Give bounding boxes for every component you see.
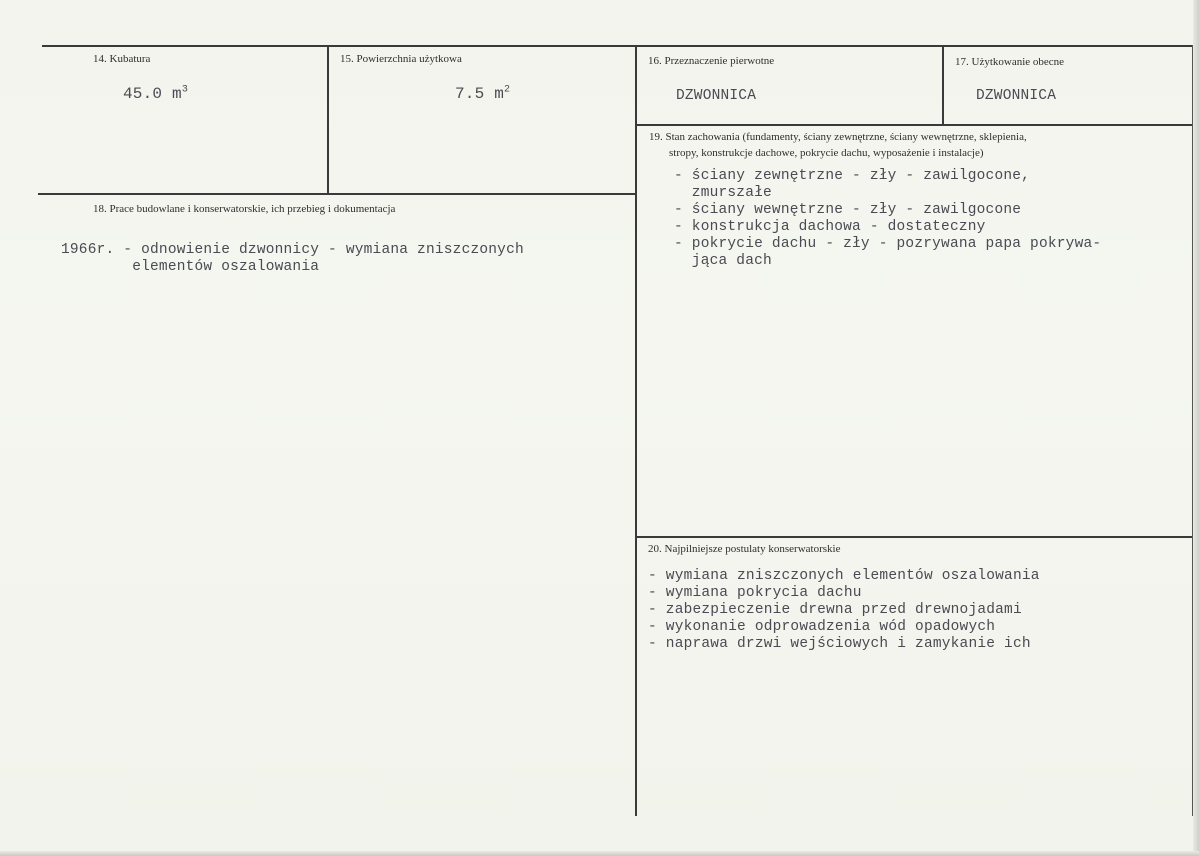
rule-above-20 (637, 536, 1194, 538)
field-16-value: DZWONNICA (676, 88, 757, 104)
divider-14-15 (327, 45, 329, 194)
field-20-line: - wymiana zniszczonych elementów oszalowania (648, 568, 1040, 584)
scan-edge-bottom (0, 851, 1199, 856)
field-20-line: - wykonanie odprowadzenia wód opadowych (648, 619, 996, 635)
field-20-entries (648, 568, 1040, 653)
rule-under-14-15 (38, 193, 636, 195)
divider-center (635, 45, 637, 816)
field-20-label: 20. Najpilniejsze postulaty konserwatorskie (648, 543, 841, 555)
field-19-label: 19. Stan zachowania (fundamenty, ściany zewnętrzne, ściany wewnętrzne, sklepienia, (649, 131, 1027, 143)
rule-under-16-17 (637, 124, 1194, 126)
field-15-number: 7.5 m (455, 85, 505, 103)
field-18-label: 18. Prace budowlane i konserwatorskie, ich przebieg i dokumentacja (93, 203, 396, 215)
field-19-line: - konstrukcja dachowa - dostateczny (674, 219, 986, 235)
field-15-value (455, 86, 510, 103)
field-18-line: elementów oszalowania (61, 259, 320, 275)
field-18-line: 1966r. - odnowienie dzwonnicy - wymiana zniszczonych (61, 242, 524, 258)
field-20-line: - naprawa drzwi wejściowych i zamykanie ich (648, 636, 1031, 652)
field-18-entries (61, 242, 524, 276)
top-rule (42, 45, 1194, 47)
field-19-label-continued: stropy, konstrukcje dachowe, pokrycie dachu, wyposażenie i instalacje) (669, 147, 984, 159)
field-15-exponent: 2 (504, 84, 511, 96)
field-14-exponent: 3 (181, 84, 189, 96)
field-19-line: - ściany zewnętrzne - zły - zawilgocone, (674, 168, 1031, 184)
field-15-label: 15. Powierzchnia użytkowa (340, 53, 462, 65)
field-16-label: 16. Przeznaczenie pierwotne (648, 55, 775, 67)
field-19-line: - pokrycie dachu - zły - pozrywana papa pokrywa- (674, 236, 1102, 252)
field-14-number: 45.0 m (123, 85, 182, 103)
scan-edge-right (1193, 0, 1199, 856)
field-20-line: - zabezpieczenie drewna przed drewnojadami (648, 602, 1022, 618)
field-19-line: jąca dach (674, 253, 772, 269)
field-14-label: 14. Kubatura (93, 53, 151, 65)
field-20-line: - wymiana pokrycia dachu (648, 585, 862, 601)
field-17-label: 17. Użytkowanie obecne (955, 56, 1065, 68)
divider-16-17 (942, 45, 944, 125)
field-19-line: zmurszałe (674, 185, 772, 201)
field-19-line: - ściany wewnętrzne - zły - zawilgocone (674, 202, 1022, 218)
field-17-value: DZWONNICA (976, 88, 1057, 104)
field-19-entries (674, 168, 1101, 270)
field-14-value (123, 86, 188, 103)
